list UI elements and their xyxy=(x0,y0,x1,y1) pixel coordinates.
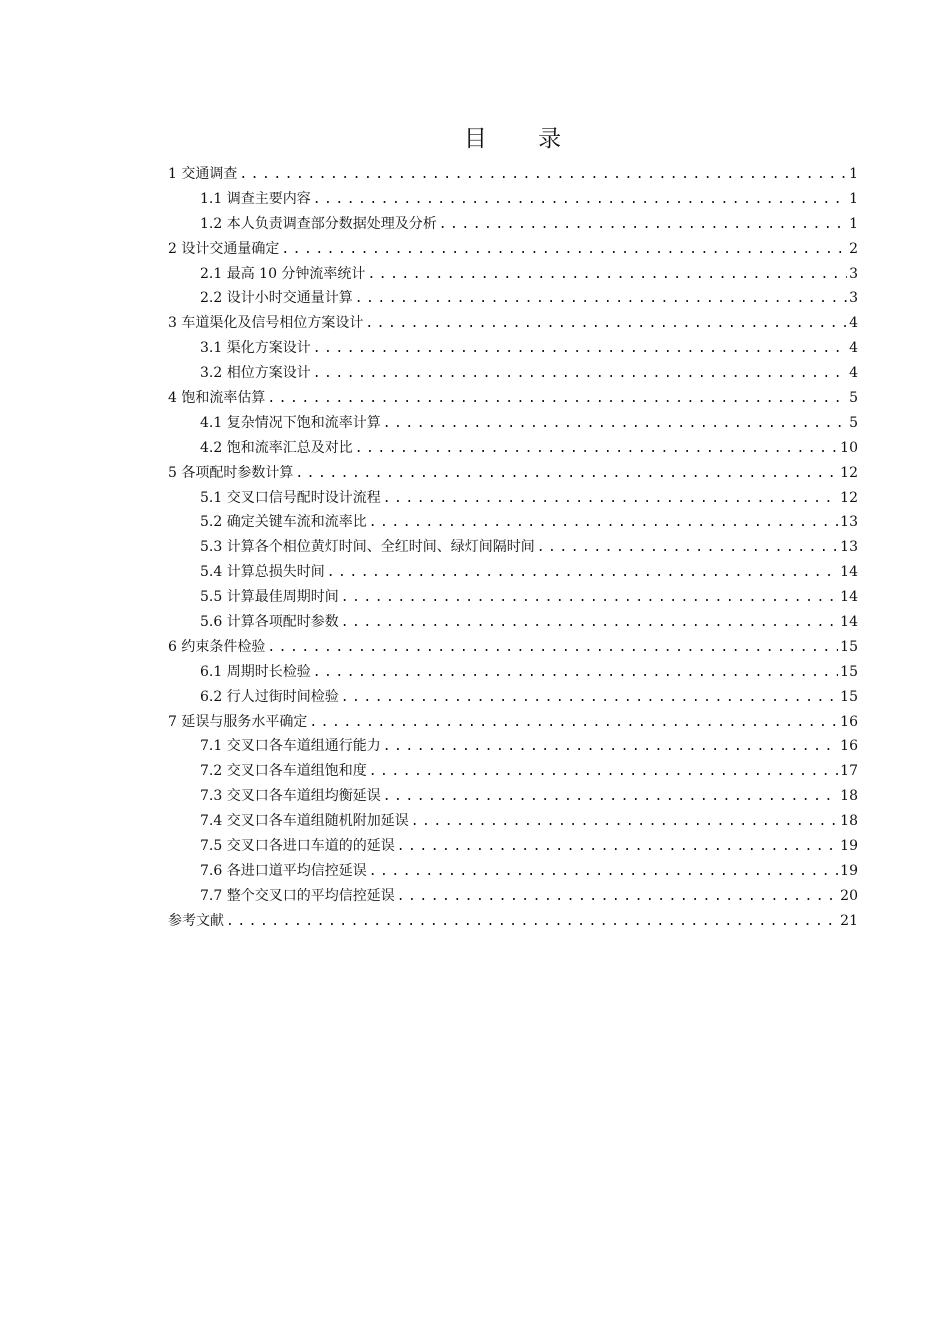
toc-entry[interactable] xyxy=(168,286,858,311)
toc-entry[interactable] xyxy=(168,510,858,535)
toc-entry-label: 1.2 本人负责调查部分数据处理及分析 xyxy=(200,215,437,232)
toc-dot-leader xyxy=(267,636,838,661)
toc-entry[interactable] xyxy=(168,710,858,735)
toc-entry[interactable] xyxy=(168,685,858,710)
toc-entry-label: 5.5 计算最佳周期时间 xyxy=(200,589,339,606)
toc-entry[interactable] xyxy=(168,411,858,436)
toc-entry[interactable] xyxy=(168,187,858,212)
toc-dot-leader xyxy=(267,387,847,412)
toc-entry-label: 6.2 行人过街时间检验 xyxy=(200,688,339,705)
toc-entry-page-number: 4 xyxy=(849,340,858,357)
toc-dot-leader xyxy=(383,785,838,810)
toc-entry-page-number: 12 xyxy=(840,464,858,481)
toc-dot-leader xyxy=(397,835,838,860)
toc-dot-leader xyxy=(239,163,847,188)
toc-dot-leader xyxy=(327,561,838,586)
toc-entry[interactable] xyxy=(168,486,858,511)
toc-dot-leader xyxy=(383,735,838,760)
toc-entry[interactable] xyxy=(168,859,858,884)
toc-dot-leader xyxy=(383,412,847,437)
toc-dot-leader xyxy=(309,711,838,736)
toc-entry-page-number: 3 xyxy=(849,265,858,282)
toc-dot-leader xyxy=(367,263,847,288)
table-of-contents xyxy=(168,162,858,934)
toc-entry-label: 5.1 交叉口信号配时设计流程 xyxy=(200,489,381,506)
toc-dot-leader xyxy=(313,362,847,387)
toc-dot-leader xyxy=(537,536,838,561)
toc-entry-label: 5.6 计算各项配时参数 xyxy=(200,614,339,631)
toc-entry-label: 5 各项配时参数计算 xyxy=(168,464,294,481)
toc-entry-page-number: 1 xyxy=(849,215,858,232)
toc-entry[interactable] xyxy=(168,336,858,361)
toc-dot-leader xyxy=(313,337,847,362)
toc-dot-leader xyxy=(313,188,847,213)
toc-entry-label: 3.1 渠化方案设计 xyxy=(200,340,311,357)
toc-entry-page-number: 18 xyxy=(840,788,858,805)
toc-entry[interactable] xyxy=(168,436,858,461)
toc-entry[interactable] xyxy=(168,311,858,336)
toc-dot-leader xyxy=(397,885,838,910)
toc-entry-label: 7 延误与服务水平确定 xyxy=(168,713,308,730)
toc-dot-leader xyxy=(295,462,838,487)
toc-entry-page-number: 13 xyxy=(840,514,858,531)
toc-dot-leader xyxy=(369,860,838,885)
toc-entry-page-number: 5 xyxy=(849,414,858,431)
toc-dot-leader xyxy=(369,760,838,785)
toc-entry-label: 参考文献 xyxy=(168,912,224,929)
toc-entry-page-number: 4 xyxy=(849,315,858,332)
toc-entry-page-number: 5 xyxy=(849,390,858,407)
toc-dot-leader xyxy=(341,611,838,636)
toc-entry[interactable] xyxy=(168,884,858,909)
toc-entry-page-number: 19 xyxy=(840,838,858,855)
toc-entry[interactable] xyxy=(168,560,858,585)
toc-entry-label: 7.5 交叉口各进口车道的的延误 xyxy=(200,838,395,855)
toc-entry-page-number: 21 xyxy=(840,912,858,929)
toc-entry-page-number: 4 xyxy=(849,365,858,382)
toc-entry-label: 7.1 交叉口各车道组通行能力 xyxy=(200,738,381,755)
toc-entry-page-number: 14 xyxy=(840,614,858,631)
toc-dot-leader xyxy=(281,238,847,263)
toc-entry-page-number: 17 xyxy=(840,763,858,780)
toc-entry-label: 5.3 计算各个相位黄灯时间、全红时间、绿灯间隔时间 xyxy=(200,539,535,556)
toc-title: 目 录 xyxy=(463,126,584,152)
toc-dot-leader xyxy=(439,213,847,238)
toc-entry[interactable] xyxy=(168,909,858,934)
toc-dot-leader xyxy=(355,437,838,462)
toc-entry[interactable] xyxy=(168,784,858,809)
toc-entry-label: 2.1 最高 10 分钟流率统计 xyxy=(200,265,366,282)
toc-entry[interactable] xyxy=(168,809,858,834)
toc-entry[interactable] xyxy=(168,660,858,685)
toc-entry[interactable] xyxy=(168,734,858,759)
toc-entry-label: 4.2 饱和流率汇总及对比 xyxy=(200,439,353,456)
toc-entry-label: 1.1 调查主要内容 xyxy=(200,190,311,207)
toc-entry-label: 3.2 相位方案设计 xyxy=(200,365,311,382)
toc-entry-label: 7.2 交叉口各车道组饱和度 xyxy=(200,763,367,780)
toc-entry[interactable] xyxy=(168,759,858,784)
toc-entry-page-number: 15 xyxy=(840,688,858,705)
toc-entry-label: 7.4 交叉口各车道组随机附加延误 xyxy=(200,813,409,830)
toc-entry-page-number: 1 xyxy=(849,166,858,182)
toc-entry-page-number: 14 xyxy=(840,564,858,581)
toc-entry[interactable] xyxy=(168,262,858,287)
toc-entry-page-number: 15 xyxy=(840,638,858,655)
toc-dot-leader xyxy=(365,312,847,337)
toc-dot-leader xyxy=(341,686,838,711)
toc-entry-page-number: 20 xyxy=(840,887,858,904)
toc-entry[interactable] xyxy=(168,162,858,187)
toc-entry-page-number: 1 xyxy=(849,190,858,207)
toc-entry-label: 6 约束条件检验 xyxy=(168,638,266,655)
toc-entry[interactable] xyxy=(168,237,858,262)
toc-entry-label: 5.4 计算总损失时间 xyxy=(200,564,325,581)
toc-entry-label: 3 车道渠化及信号相位方案设计 xyxy=(168,315,364,332)
toc-entry-page-number: 13 xyxy=(840,539,858,556)
toc-entry[interactable] xyxy=(168,212,858,237)
toc-entry[interactable] xyxy=(168,361,858,386)
toc-entry-label: 7.7 整个交叉口的平均信控延误 xyxy=(200,887,395,904)
toc-entry[interactable] xyxy=(168,635,858,660)
toc-entry[interactable] xyxy=(168,585,858,610)
toc-entry[interactable] xyxy=(168,461,858,486)
toc-entry-label: 5.2 确定关键车流和流率比 xyxy=(200,514,367,531)
toc-entry[interactable] xyxy=(168,386,858,411)
toc-entry-page-number: 16 xyxy=(840,738,858,755)
toc-entry[interactable] xyxy=(168,834,858,859)
toc-dot-leader xyxy=(226,910,838,935)
toc-entry-page-number: 14 xyxy=(840,589,858,606)
toc-entry-page-number: 18 xyxy=(840,813,858,830)
toc-dot-leader xyxy=(355,287,847,312)
toc-entry-label: 1 交通调查 xyxy=(168,166,238,182)
toc-entry-page-number: 12 xyxy=(840,489,858,506)
toc-entry-label: 7.3 交叉口各车道组均衡延误 xyxy=(200,788,381,805)
toc-entry-label: 6.1 周期时长检验 xyxy=(200,663,311,680)
toc-entry-page-number: 3 xyxy=(849,290,858,307)
toc-dot-leader xyxy=(383,487,838,512)
toc-entry-page-number: 19 xyxy=(840,862,858,879)
toc-entry-label: 7.6 各进口道平均信控延误 xyxy=(200,862,367,879)
toc-entry-page-number: 15 xyxy=(840,663,858,680)
toc-dot-leader xyxy=(341,586,838,611)
toc-entry-page-number: 16 xyxy=(840,713,858,730)
toc-entry-label: 2 设计交通量确定 xyxy=(168,240,280,257)
toc-entry-label: 2.2 设计小时交通量计算 xyxy=(200,290,353,307)
toc-entry[interactable] xyxy=(168,535,858,560)
toc-dot-leader xyxy=(369,511,838,536)
toc-entry-label: 4.1 复杂情况下饱和流率计算 xyxy=(200,414,381,431)
toc-entry-label: 4 饱和流率估算 xyxy=(168,390,266,407)
toc-dot-leader xyxy=(313,661,838,686)
toc-dot-leader xyxy=(411,810,838,835)
toc-entry-page-number: 2 xyxy=(849,240,858,257)
toc-entry-page-number: 10 xyxy=(840,439,858,456)
toc-entry[interactable] xyxy=(168,610,858,635)
